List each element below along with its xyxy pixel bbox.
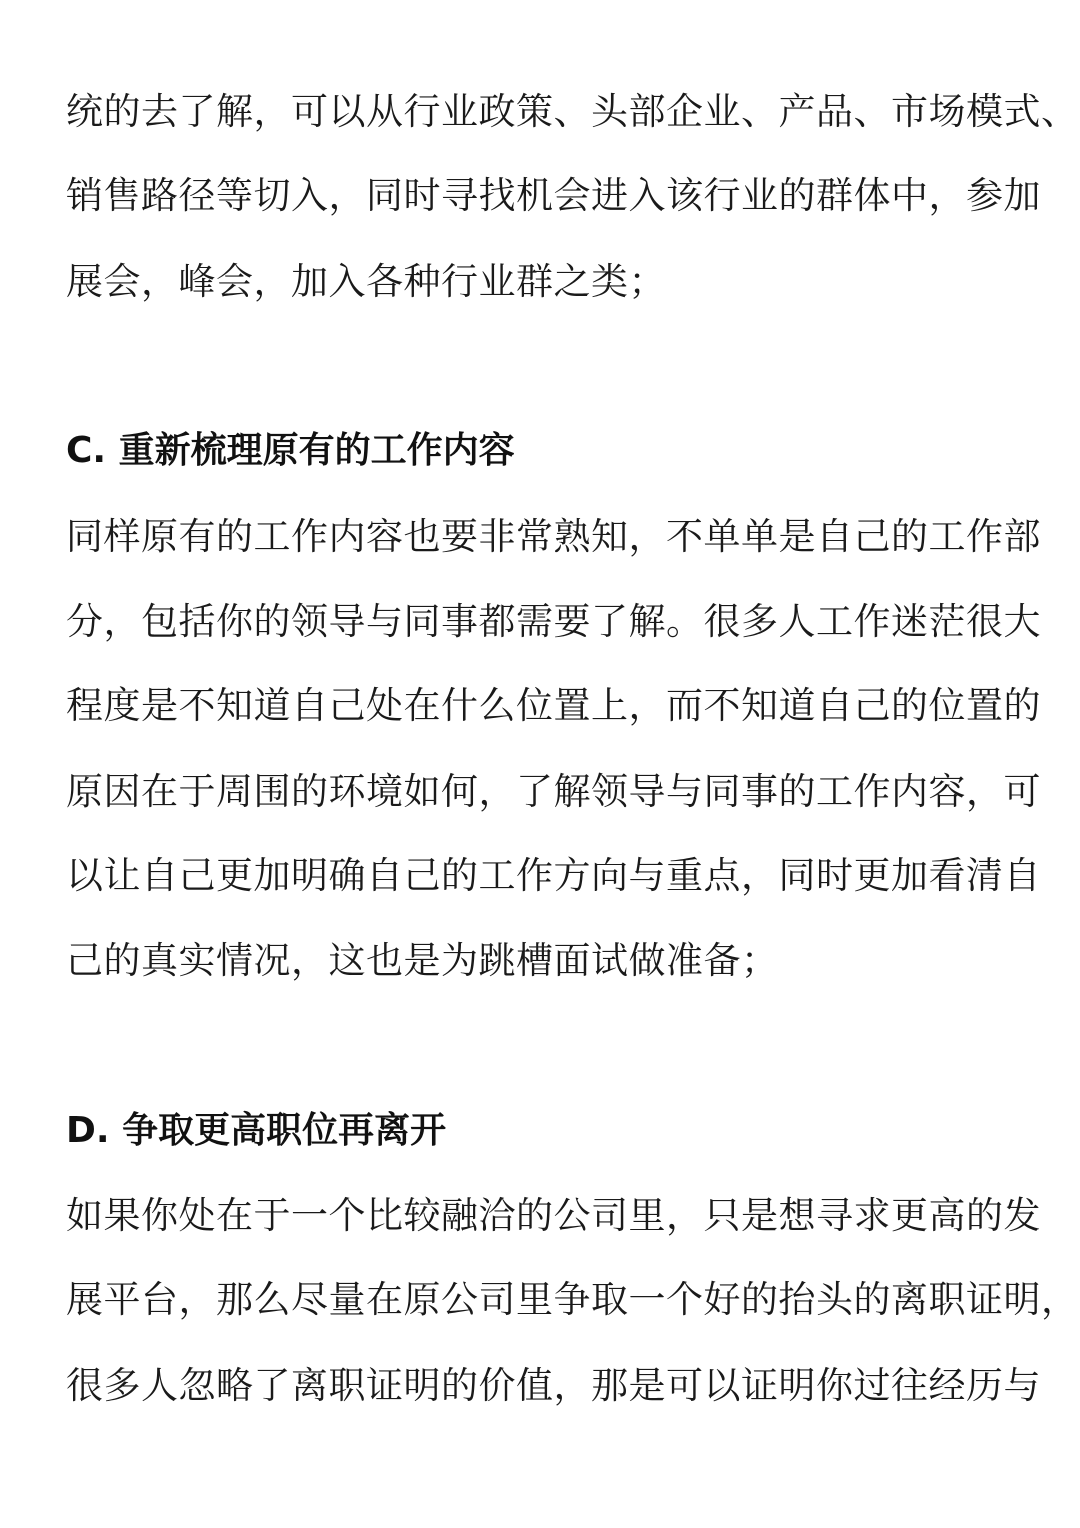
paragraph-line: 销售路径等切入，同时寻找机会进入该行业的群体中，参加 bbox=[66, 174, 1041, 217]
section-heading-c: C. 重新梳理原有的工作内容 bbox=[66, 430, 515, 471]
paragraph-line: 展平台，那么尽量在原公司里争取一个好的抬头的离职证明， bbox=[66, 1278, 1079, 1321]
paragraph-line: 统的去了解，可以从行业政策、头部企业、产品、市场模式、 bbox=[66, 90, 1079, 133]
paragraph-line: 程度是不知道自己处在什么位置上，而不知道自己的位置的 bbox=[66, 684, 1041, 727]
paragraph-line: 展会，峰会，加入各种行业群之类； bbox=[66, 260, 666, 303]
paragraph-line: 己的真实情况，这也是为跳槽面试做准备； bbox=[66, 939, 779, 982]
paragraph-line: 同样原有的工作内容也要非常熟知，不单单是自己的工作部 bbox=[66, 515, 1041, 558]
paragraph-line: 如果你处在于一个比较融洽的公司里，只是想寻求更高的发 bbox=[66, 1194, 1041, 1237]
paragraph-line: 很多人忽略了离职证明的价值，那是可以证明你过往经历与 bbox=[66, 1364, 1041, 1407]
paragraph-line: 原因在于周围的环境如何，了解领导与同事的工作内容，可 bbox=[66, 770, 1041, 813]
paragraph-line: 分，包括你的领导与同事都需要了解。很多人工作迷茫很大 bbox=[66, 600, 1041, 643]
section-heading-d: D. 争取更高职位再离开 bbox=[66, 1110, 447, 1151]
paragraph-line: 以让自己更加明确自己的工作方向与重点，同时更加看清自 bbox=[66, 854, 1041, 897]
